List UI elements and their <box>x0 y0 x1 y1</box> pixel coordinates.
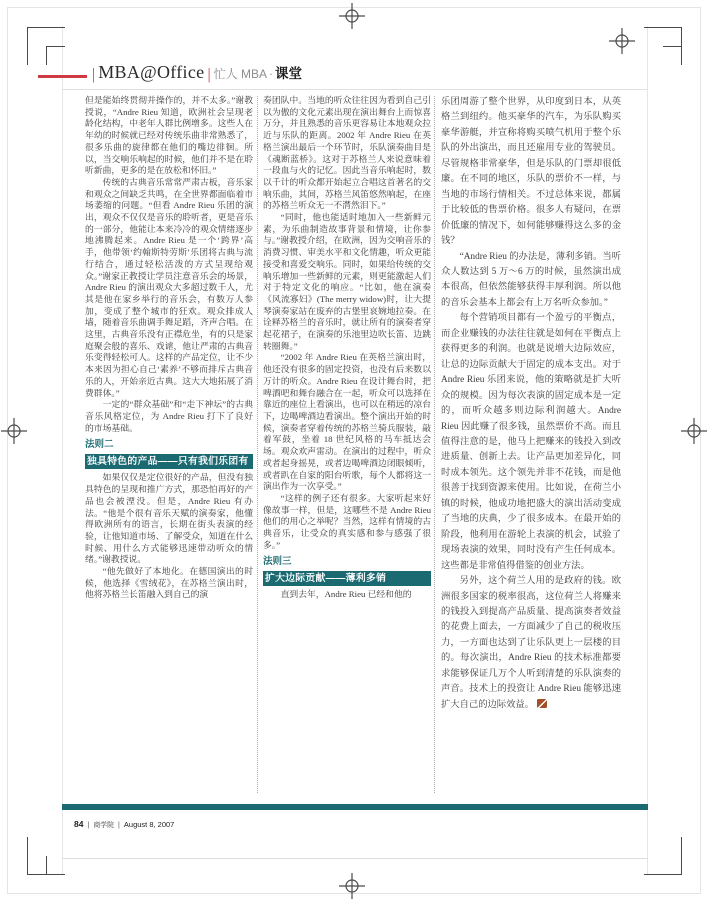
paragraph: 每个营销项目都有一个盈亏的平衡点，而企业赚钱的办法往往就是如何在平衡点上获得更多的利润。也就是说增大边际效应，让总的边际贡献大于固定的成本支出。对于 Andre Rieu 乐团来说，他的策略就是扩大听众的规模。因为每次表演的固定成本是一定的，而听众越多则边际利润越大。Andre Rieu 因此赚了很多钱，虽然票价不高。而且值得注意的是，他马上把赚来的钱投入到改进质量、创新上去。让产品更加差异化，同时成本领先。这个领先并非不花钱，而是他很善于找到资源来使用。比如说，在荷兰小镇的时候，他成功地把盛大的演出活动变成了当地的庆典，少了很多成本。在最开始的阶段，他利用在游轮上表演的机会，试验了现场表演的效果，同时没有产生任何成本。这些都是非常值得借鉴的创业方法。 <box>441 313 621 571</box>
header-red-rule <box>38 75 87 78</box>
paragraph: “Andre Rieu 的办法是，薄利多销。当听众人数达到 5 万～6 万的时候，虽然演出成本很高，但依然能够获得丰厚利润。所以他的音乐会基本上都会有上万名听众参加。” <box>441 251 621 308</box>
paragraph: “这样的例子还有很多。大家听起来好像故事一样，但是，这哪些不是 Andre Rieu 他们的用心之举呢？当然，这样有情境的古典音乐，让受众的真实感和参与感强了很多。” <box>263 492 431 550</box>
paragraph: 传统的古典音乐常常严肃古板，音乐家和观众之间缺乏共鸣，在全世界都面临着市场萎缩的问题。“但看 Andre Rieu 乐团的演出，观众不仅仅是音乐的聆听者，更是音乐的一部分，他能让本来冷冷的观众情绪逐步地沸腾起来。Andre Rieu 是一个‘跨界’高手，他带领‘约翰斯特劳斯’乐团将古典与流行结合，通过轻松活泼的方式呈现给观众。”谢家正教授让学员注意音乐会的场景，Andre Rieu 的演出观众大多超过数千人，尤其是他在家乡举行的音乐会，有数万人参加，变成了整个城市的狂欢。观众排成人墙，随着音乐曲调手舞足蹈，齐声合唱。在这里，古典音乐没有正襟危坐，有的只是家庭聚会般的喜乐、戏谑，他让严肃的古典音乐变得轻松可人。这样的产品定位，让不少本来因为担心自己‘素养’不够而排斥古典音乐的人，开始亲近古典。这大大地拓展了消费群体。” <box>85 176 253 398</box>
paragraph: 一定的“群众基础”和“走下神坛”的古典音乐风格定位，为 Andre Rieu 打下了良好的市场基础。 <box>85 399 253 433</box>
column-brand: MBA@Office <box>98 62 205 82</box>
paragraph: 但是能始终贯彻并操作的，并不太多。”谢教授说，“Andre Rieu 知道，欧洲社会呈现老龄化结构，中老年人群比例增多。这些人在年幼的时候就已经对传统乐曲非常熟悉了，很多乐曲的旋律都在他们的嘴边徘徊。所以，当交响乐响起的时候，他们并不是在聆听新曲，更多的是在放松和怀旧。” <box>85 95 253 176</box>
text-column-2 <box>263 95 431 601</box>
paragraph <box>441 574 621 713</box>
column-divider-2 <box>434 96 435 793</box>
crop-mark-bottom-right-inner <box>663 856 682 875</box>
rule-2-title-bar: 独具特色的产品——只有我们乐团有 <box>85 454 253 469</box>
crop-mark-top-left-inner <box>46 46 65 65</box>
article-end-icon <box>537 699 547 708</box>
registration-mark-bottom-center <box>339 873 365 899</box>
paragraph: “他先做好了本地化。在德国演出的时候，他选择《雪绒花》，在苏格兰演出时，他将苏格兰长笛融入到自己的演 <box>85 566 253 600</box>
bottom-accent-bar <box>62 804 648 810</box>
magazine-name: 商学院 <box>93 822 114 829</box>
section-title: 课堂 <box>274 66 302 81</box>
column-label: 忙人 MBA <box>213 67 267 81</box>
text-column-1 <box>85 95 253 601</box>
trim-line-right <box>647 26 648 875</box>
rule-3-label: 法则三 <box>263 556 292 568</box>
header-bottom-rule <box>62 89 647 90</box>
crop-mark-top-right-inner <box>663 46 682 65</box>
registration-mark-top-right <box>609 28 635 54</box>
issue-date: August 8, 2007 <box>123 820 175 829</box>
header-dot: · <box>268 67 273 81</box>
text-column-3 <box>441 95 621 713</box>
paragraph: “2002 年 Andre Rieu 在英格兰演出时，他还没有很多的固定投资，也没有后来数以万计的听众。Andre Rieu 在设计舞台时，把啤酒吧和舞台融合在一起，听众可以选择在靠近的座位上看演出，也可以在稍远的凉台下，边喝啤酒边看演出。整个演出开始的时候，演奏者穿着传统的苏格兰骑兵服装，敲着军鼓，坐着 18 世纪风格的马车抵达会场。观众欢声雷动。在演出的过程中，听众或者起身摇晃，或者边喝啤酒边闭眼倾听，或者趴在自家的阳台听歌，每个人都将这一演出作为一次享受。” <box>263 352 431 492</box>
registration-mark-top-center <box>339 3 365 29</box>
registration-mark-right-middle <box>681 418 707 444</box>
paragraph: 乐团周游了整个世界，从印度到日本，从英格兰到纽约。他买豪华的汽车，为乐队购买豪华游艇，并宣称将购买喷气机用于整个乐队的外出演出，而且还雇用专业的驾驶员。尽管规格非常豪华，但是乐队的门票却很低廉。在不同的地区，乐队的票价不一样，与当地的市场行情相关。不过总体来说，都属于比较低的售票价格。很多人有疑问，在票价低廉的情况下，如何能够赚得这么多的金钱？ <box>441 97 621 247</box>
column-divider-1 <box>257 96 258 793</box>
paragraph-text: 另外，这个荷兰人用的是政府的钱。欧洲很多国家的税率很高，这位荷兰人将赚来的钱投入到提高产品质量、提高演奏者效益的花费上面去，一方面减少了自己的税收压力，一方面也达到了让乐队更上一层楼的目的。每次演出，Andre Rieu 的技术标准都要求能够保证几万个人听到清楚的乐队演奏的声音。技术上的投资让 Andre Rieu 能够迅速扩大自己的边际效益。 <box>441 576 621 710</box>
crop-mark-bottom-left-inner <box>46 856 65 875</box>
paragraph: 直到去年，Andre Rieu 已经和他的 <box>280 589 412 600</box>
paragraph: 奏团队中。当地的听众往往因为看到自己引以为傲的文化元素出现在演出舞台上而惊喜万分，并且熟悉的音乐更容易让本地观众拉近与乐队的距离。2002 年 Andre Rieu 在英格兰演出最后一个环节时，乐队演奏曲目是《魂断蓝桥》。这对于苏格兰人来说意味着一段血与火的记忆。因此当音乐响起时，数以千计的听众都开始起立合唱这首著名的交响乐曲，其间，苏格兰风笛悠然响起，在座的苏格兰听众无一不潸然泪下。” <box>263 95 431 211</box>
page-number: 84 <box>74 819 84 829</box>
paragraph: “同时，他也能适时地加入一些新鲜元素，为乐曲制造故事背景和情境，让你参与。”谢教授介绍，在欧洲，因为交响音乐的消费习惯、审美水平和文化情趣，听众更能接受和喜爱交响乐。同时，如果给传统的交响乐增加一些新鲜的元素，则更能激起人们对于特定文化的响应。“比如，他在演奏《风流寡妇》(The merry widow)时，让大提琴演奏家站在废弃的古堡里哀婉地拉奏。在诠释苏格兰的音乐时，就让所有的演奏者穿起花裙子，在演奏的乐池里边吹长笛、边跳转圈舞。” <box>263 212 431 351</box>
footer-divider: | <box>117 822 120 829</box>
trim-line-left <box>62 26 63 875</box>
paragraph: 如果仅仅是定位很好的产品，但没有独具特色的呈现和推广方式，那恐怕再好的产品也会被湮没。但是，Andre Rieu 有办法。“他是个很有音乐天赋的演奏家，他懂得欧洲所有的语言，长期在街头表演的经验，让他知道市场、了解受众，知道在什么时候、用什么方式能够迅速带动听众的情绪。”谢教授说。 <box>85 472 253 565</box>
page-header <box>89 62 302 84</box>
rule-3-title-bar: 扩大边际贡献——薄利多销 <box>263 571 431 586</box>
header-divider: | <box>207 66 211 83</box>
footer-divider: | <box>87 822 90 829</box>
page-footer <box>74 819 174 829</box>
rule-2-label: 法则二 <box>85 439 114 451</box>
header-divider: | <box>92 66 96 83</box>
trim-line-bottom <box>62 858 648 859</box>
registration-mark-left-middle <box>1 418 27 444</box>
